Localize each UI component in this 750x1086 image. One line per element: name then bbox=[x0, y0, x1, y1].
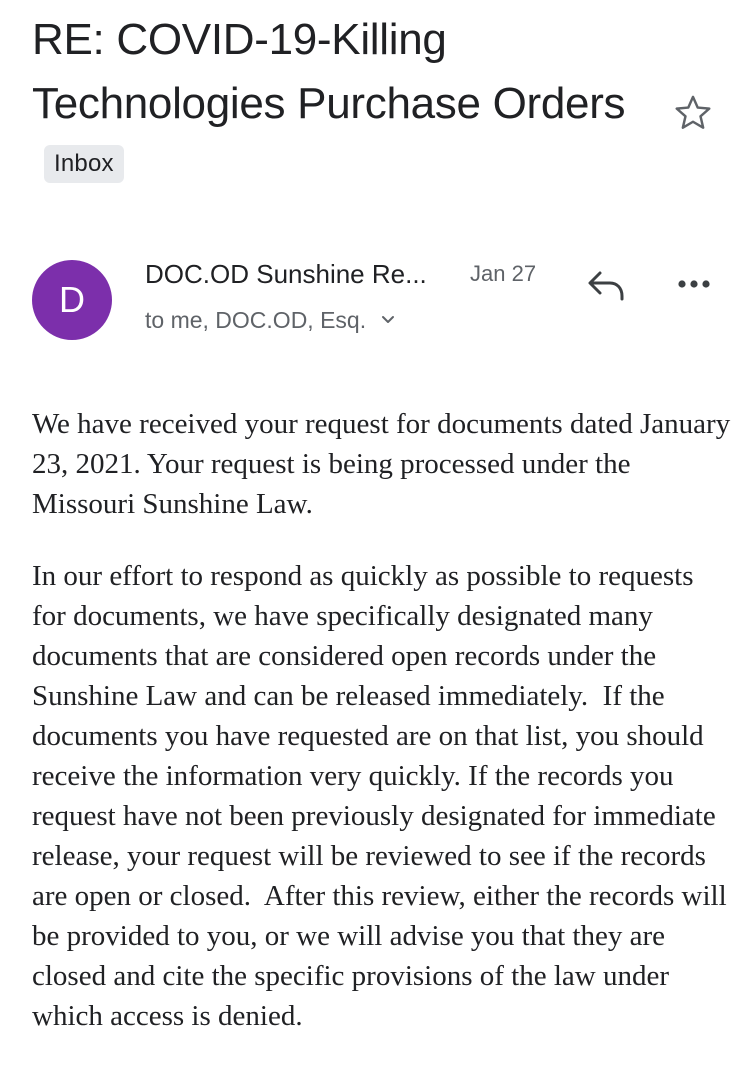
body-paragraph: In our effort to respond as quickly as possible to requests for documents, we have specifically designated many documents that are considered open records under the Sunshine Law and can be released immediately. If the documents you have requested are on that list, you should receive the information very quickly. If the records you request have not been previously designated for immediate release, your request will be reviewed to see if the records are open or closed. After this review, either the records will be provided to you, or we will advise you that they are closed and cite the specific provisions of the law under which access is denied. bbox=[32, 560, 734, 1032]
subject-header bbox=[32, 8, 632, 200]
reply-icon[interactable] bbox=[586, 268, 626, 302]
email-subject-text: RE: COVID-19-Killing Technologies Purchase Orders bbox=[32, 15, 626, 128]
inbox-label-badge[interactable]: Inbox bbox=[44, 145, 124, 183]
sender-avatar[interactable]: D bbox=[32, 260, 112, 340]
recipients-text: to me, DOC.OD, Esq. bbox=[145, 307, 367, 333]
more-options-icon[interactable] bbox=[676, 278, 712, 290]
email-body bbox=[32, 404, 738, 1068]
star-icon[interactable] bbox=[672, 92, 714, 134]
email-date: Jan 27 bbox=[470, 261, 537, 286]
recipients-toggle[interactable] bbox=[145, 305, 395, 335]
chevron-down-icon bbox=[381, 315, 395, 325]
body-paragraph: We have received your request for documents dated January 23, 2021. Your request is being processed under the Missouri Sunshine Law. bbox=[32, 408, 738, 520]
sender-name[interactable]: DOC.OD Sunshine Re... bbox=[145, 259, 427, 289]
email-subject bbox=[32, 8, 632, 200]
